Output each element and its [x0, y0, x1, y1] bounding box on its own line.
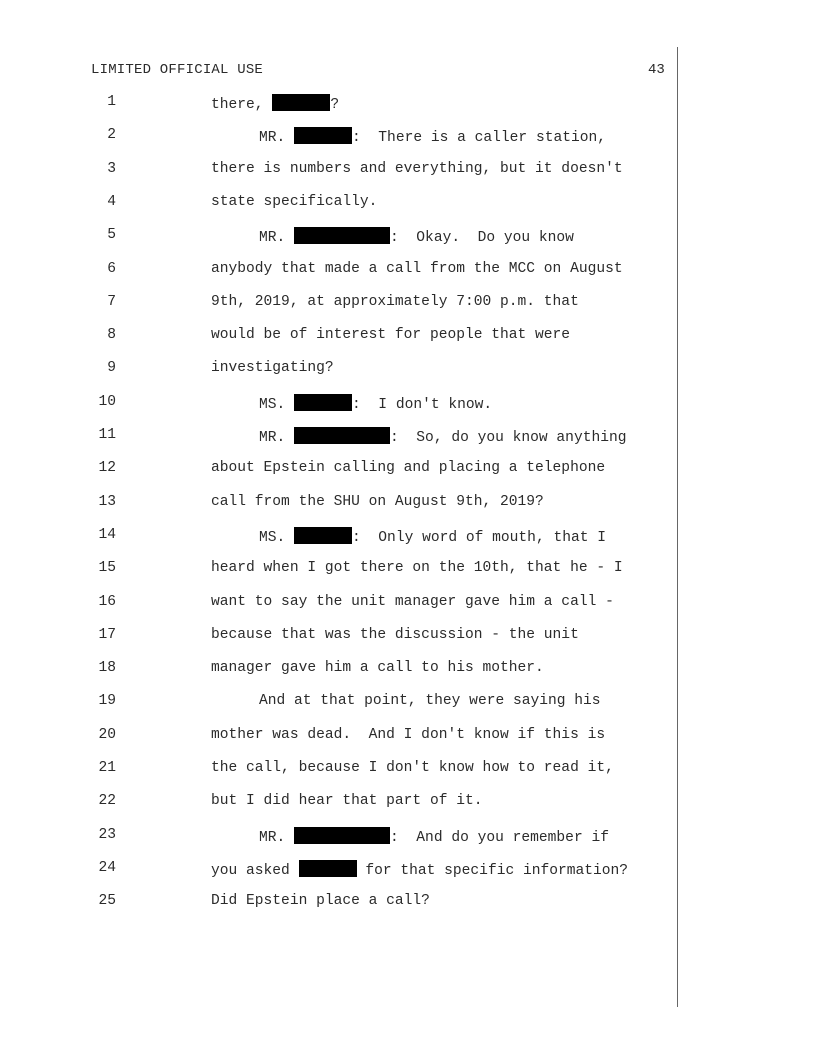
line-number: 6	[107, 260, 116, 277]
line-number: 10	[98, 393, 116, 410]
line-text-segment: MS.	[259, 529, 295, 546]
line-text-segment: but I did hear that part of it.	[211, 793, 483, 810]
line-text-segment: : And do you remember if	[390, 829, 609, 846]
line-text	[211, 793, 483, 809]
line-number: 9	[107, 360, 116, 377]
line-text-segment: about Epstein calling and placing a telephone	[211, 460, 606, 477]
line-text	[211, 360, 334, 376]
transcript-line	[0, 394, 816, 414]
line-text	[211, 627, 579, 643]
line-text	[259, 693, 601, 709]
line-text-segment: anybody that made a call from the MCC on August	[211, 260, 623, 277]
line-number: 13	[98, 493, 116, 510]
line-text-segment: call from the SHU on August 9th, 2019?	[211, 493, 544, 510]
transcript-line	[0, 660, 816, 680]
line-text-segment: 9th, 2019, at approximately 7:00 p.m. that	[211, 293, 579, 310]
line-number: 15	[98, 560, 116, 577]
line-text-segment: there is numbers and everything, but it doesn't	[211, 160, 623, 177]
transcript-line	[0, 594, 816, 614]
line-text-segment: : Only word of mouth, that I	[352, 529, 607, 546]
line-text	[211, 327, 570, 343]
line-text-segment: : Okay. Do you know	[390, 230, 574, 247]
transcript-line	[0, 94, 816, 114]
line-text-segment: heard when I got there on the 10th, that he - I	[211, 560, 623, 577]
line-text-segment: for that specific information?	[356, 862, 629, 879]
page-number: 43	[648, 62, 665, 78]
transcript-line	[0, 227, 816, 247]
line-text-segment: : I don't know.	[352, 396, 493, 413]
transcript-line	[0, 360, 816, 380]
redaction-box	[294, 394, 352, 411]
transcript-line	[0, 527, 816, 547]
transcript-line	[0, 893, 816, 913]
line-text-segment: because that was the discussion - the unit	[211, 626, 579, 643]
header-classification: LIMITED OFFICIAL USE	[91, 62, 264, 78]
line-number: 12	[98, 460, 116, 477]
line-text	[211, 893, 430, 909]
transcript-line	[0, 860, 816, 880]
redaction-box	[294, 127, 352, 144]
line-text-segment: you asked	[211, 862, 299, 879]
line-text-segment: state specifically.	[211, 193, 378, 210]
line-text-segment: there,	[211, 97, 273, 113]
line-text-segment: would be of interest for people that were	[211, 327, 571, 344]
transcript-line	[0, 261, 816, 281]
line-text	[211, 261, 623, 277]
redaction-box	[299, 860, 357, 877]
transcript-line	[0, 194, 816, 214]
line-text-segment: the call, because I don't know how to read it,	[211, 760, 614, 776]
transcript-line	[0, 327, 816, 347]
line-number: 19	[98, 693, 116, 710]
line-text	[259, 227, 574, 246]
line-text	[211, 727, 605, 743]
redaction-box	[294, 227, 390, 244]
transcript-line	[0, 560, 816, 580]
redaction-box	[294, 527, 352, 544]
line-text-segment: ?	[330, 97, 340, 113]
line-number: 1	[107, 94, 116, 110]
line-text-segment: : So, do you know anything	[390, 430, 627, 446]
line-number: 25	[98, 893, 116, 910]
transcript-line	[0, 693, 816, 713]
redaction-box	[294, 427, 390, 444]
line-text	[211, 494, 544, 510]
line-text	[259, 127, 606, 146]
line-text	[211, 161, 623, 177]
line-text-segment: want to say the unit manager gave him a call -	[211, 593, 614, 610]
transcript-line	[0, 627, 816, 647]
line-text	[211, 294, 579, 310]
line-text	[211, 94, 339, 113]
line-number: 16	[98, 593, 116, 610]
line-number: 2	[107, 127, 116, 144]
transcript-line	[0, 727, 816, 747]
line-text-segment: MS.	[259, 396, 295, 413]
line-number: 7	[107, 293, 116, 310]
line-number: 11	[98, 427, 116, 443]
redaction-box	[272, 94, 330, 111]
transcript-line	[0, 427, 816, 447]
transcript-line	[0, 294, 816, 314]
line-text-segment: MR.	[259, 130, 295, 147]
redaction-box	[294, 827, 390, 844]
transcript-line	[0, 494, 816, 514]
line-text	[259, 394, 492, 413]
line-text-segment: mother was dead. And I don't know if this is	[211, 726, 606, 743]
line-text	[211, 460, 605, 476]
line-number: 17	[98, 626, 116, 643]
line-number: 14	[98, 526, 116, 543]
line-text-segment: And at that point, they were saying his	[259, 693, 601, 710]
line-text-segment: Did Epstein place a call?	[211, 893, 430, 910]
line-text-segment: : There is a caller station,	[352, 130, 607, 147]
line-number: 24	[98, 859, 116, 876]
line-number: 5	[107, 227, 116, 244]
line-text	[211, 860, 628, 879]
line-text	[259, 827, 609, 846]
transcript-line	[0, 161, 816, 181]
line-number: 20	[98, 726, 116, 743]
transcript-line	[0, 127, 816, 147]
line-text	[259, 427, 627, 446]
line-number: 4	[107, 193, 116, 210]
line-text	[211, 660, 544, 676]
line-text	[211, 194, 377, 210]
line-text-segment: MR.	[259, 430, 295, 446]
transcript-line	[0, 793, 816, 813]
line-text-segment: manager gave him a call to his mother.	[211, 660, 544, 677]
line-number: 22	[98, 793, 116, 810]
transcript-line	[0, 827, 816, 847]
line-text-segment: MR.	[259, 829, 295, 846]
line-text	[211, 760, 614, 776]
line-number: 3	[107, 160, 116, 177]
line-text-segment: investigating?	[211, 360, 334, 377]
transcript-line	[0, 460, 816, 480]
line-text-segment: MR.	[259, 230, 295, 247]
transcript-line	[0, 760, 816, 780]
line-text	[259, 527, 606, 546]
line-text	[211, 560, 623, 576]
line-text	[211, 594, 614, 610]
line-number: 21	[98, 760, 116, 776]
line-number: 23	[98, 826, 116, 843]
line-number: 8	[107, 327, 116, 344]
line-number: 18	[98, 660, 116, 677]
